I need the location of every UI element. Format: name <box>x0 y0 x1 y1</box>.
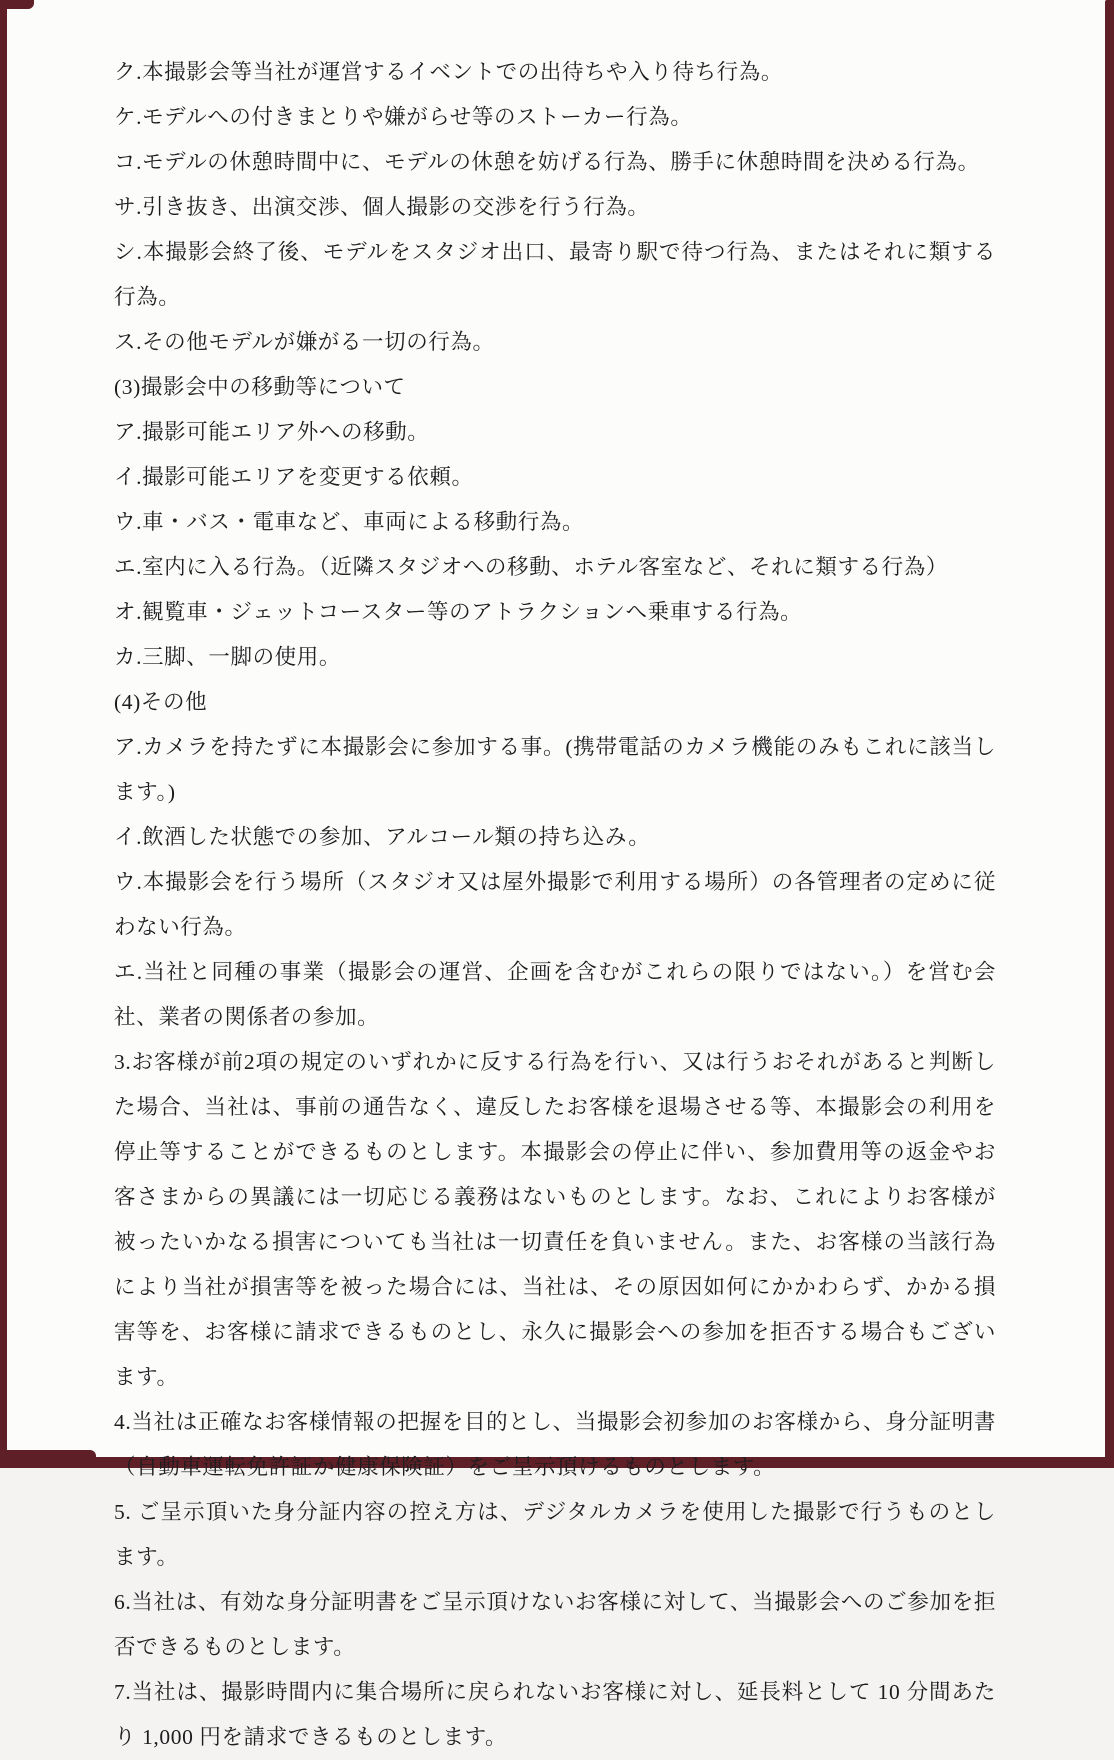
clause-ko: コ.モデルの休憩時間中に、モデルの休憩を妨げる行為、勝手に休憩時間を決める行為。 <box>114 150 980 174</box>
article-3: 3.お客様が前2項の規定のいずれかに反する行為を行い、又は行うおそれがあると判断した場合、当社は、事前の通告なく、違反したお客様を退場させる等、本撮影会の利用を停止等することができるものとします。本撮影会の停止に伴い、参加費用等の返金やお客さまからの異議には一切応じる義務はないものとします。なお、これによりお客様が被ったいかなる損害についても当社は一切責任を負いません。また、お客様の当該行為により当社が損害等を被った場合には、当社は、その原因如何にかかわらず、かかる損害等を、お客様に請求できるものとし、永久に撮影会への参加を拒否する場合もございます。 <box>114 1050 996 1389</box>
photo-edge-right <box>1105 0 1114 1468</box>
section-4-heading: (4)その他 <box>114 690 208 714</box>
clause-o-move: オ.観覧車・ジェットコースター等のアトラクションへ乗車する行為。 <box>114 600 803 624</box>
clause-e-other: エ.当社と同種の事業（撮影会の運営、企画を含むがこれらの限りではない。）を営む会社、業者の関係者の参加。 <box>114 960 996 1029</box>
article-5: 5. ご呈示頂いた身分証内容の控え方は、デジタルカメラを使用した撮影で行うものとします。 <box>114 1500 996 1569</box>
clause-u-other: ウ.本撮影会を行う場所（スタジオ又は屋外撮影で利用する場所）の各管理者の定めに従わない行為。 <box>114 870 996 939</box>
article-6: 6.当社は、有効な身分証明書をご呈示頂けないお客様に対して、当撮影会へのご参加を拒否できるものとします。 <box>114 1590 996 1659</box>
clause-ka-move: カ.三脚、一脚の使用。 <box>114 645 341 669</box>
clause-shi: シ.本撮影会終了後、モデルをスタジオ出口、最寄り駅で待つ行為、またはそれに類する行為。 <box>114 240 996 309</box>
clause-i-other: イ.飲酒した状態での参加、アルコール類の持ち込み。 <box>114 825 651 849</box>
clause-ku: ク.本撮影会等当社が運営するイベントでの出待ちや入り待ち行為。 <box>114 60 783 84</box>
photo-edge-left <box>0 0 7 1468</box>
article-4: 4.当社は正確なお客様情報の把握を目的とし、当撮影会初参加のお客様から、身分証明書（自動車運転免許証か健康保険証）をご呈示頂けるものとします。 <box>114 1410 996 1479</box>
clause-a-other: ア.カメラを持たずに本撮影会に参加する事。(携帯電話のカメラ機能のみもこれに該当します。) <box>114 735 996 804</box>
clause-ke: ケ.モデルへの付きまとりや嫌がらせ等のストーカー行為。 <box>114 105 693 129</box>
clause-a-move: ア.撮影可能エリア外への移動。 <box>114 420 430 444</box>
clause-e-move: エ.室内に入る行為。（近隣スタジオへの移動、ホテル客室など、それに類する行為） <box>114 555 948 579</box>
photo-edge-bottom-left <box>0 1450 96 1468</box>
clause-i-move: イ.撮影可能エリアを変更する依頼。 <box>114 465 474 489</box>
photo-edge-top-left <box>0 0 34 9</box>
article-7: 7.当社は、撮影時間内に集合場所に戻られないお客様に対し、延長料として 10 分間あたり 1,000 円を請求できるものとします。 <box>114 1680 996 1749</box>
clause-sa: サ.引き抜き、出演交渉、個人撮影の交渉を行う行為。 <box>114 195 650 219</box>
clause-su: ス.その他モデルが嫌がる一切の行為。 <box>114 330 495 354</box>
document-body <box>114 50 996 1760</box>
section-3-heading: (3)撮影会中の移動等について <box>114 375 406 399</box>
clause-u-move: ウ.車・バス・電車など、車両による移動行為。 <box>114 510 585 534</box>
